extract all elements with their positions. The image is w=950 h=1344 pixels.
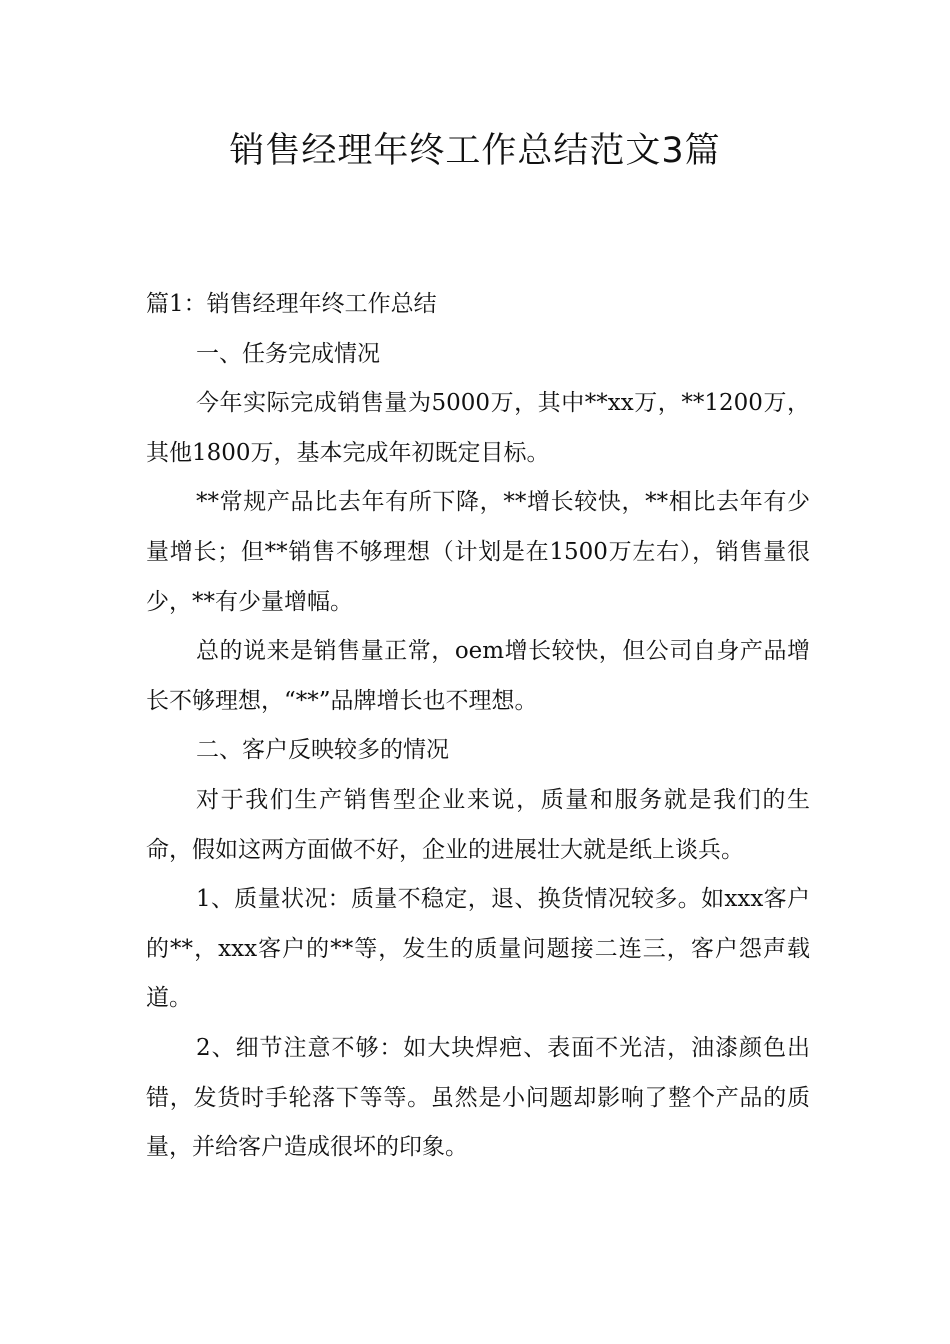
paragraph-quality-status: 1、质量状况：质量不稳定，退、换货情况较多。如xxx客户的**，xxx客户的**等，发生的质量问题接二连三，客户怨声载道。 — [146, 886, 810, 1012]
paragraph-product-growth: **常规产品比去年有所下降，**增长较快，**相比去年有少量增长；但**销售不够理想（计划是在1500万左右），销售量很少，**有少量增幅。 — [146, 489, 810, 615]
subsection-heading-feedback: 二、客户反映较多的情况 — [196, 737, 449, 764]
document-body — [146, 280, 810, 1173]
paragraph-quality-service: 对于我们生产销售型企业来说，质量和服务就是我们的生命，假如这两方面做不好，企业的进展壮大就是纸上谈兵。 — [146, 786, 810, 863]
document-title: 销售经理年终工作总结范文3篇 — [229, 131, 721, 171]
section-heading: 篇1：销售经理年终工作总结 — [146, 291, 437, 317]
paragraph-summary: 总的说来是销售量正常，oem增长较快，但公司自身产品增长不够理想，“**”品牌增长也不理想。 — [146, 638, 810, 714]
paragraph-detail-attention: 2、细节注意不够：如大块焊疤、表面不光洁，油漆颜色出错，发货时手轮落下等等。虽然是小问题却影响了整个产品的质量，并给客户造成很坏的印象。 — [146, 1034, 810, 1161]
paragraph-sales-volume: 今年实际完成销售量为5000万，其中**xx万，**1200万，其他1800万，基本完成年初既定目标。 — [146, 390, 810, 466]
subsection-heading-task: 一、任务完成情况 — [196, 340, 380, 367]
